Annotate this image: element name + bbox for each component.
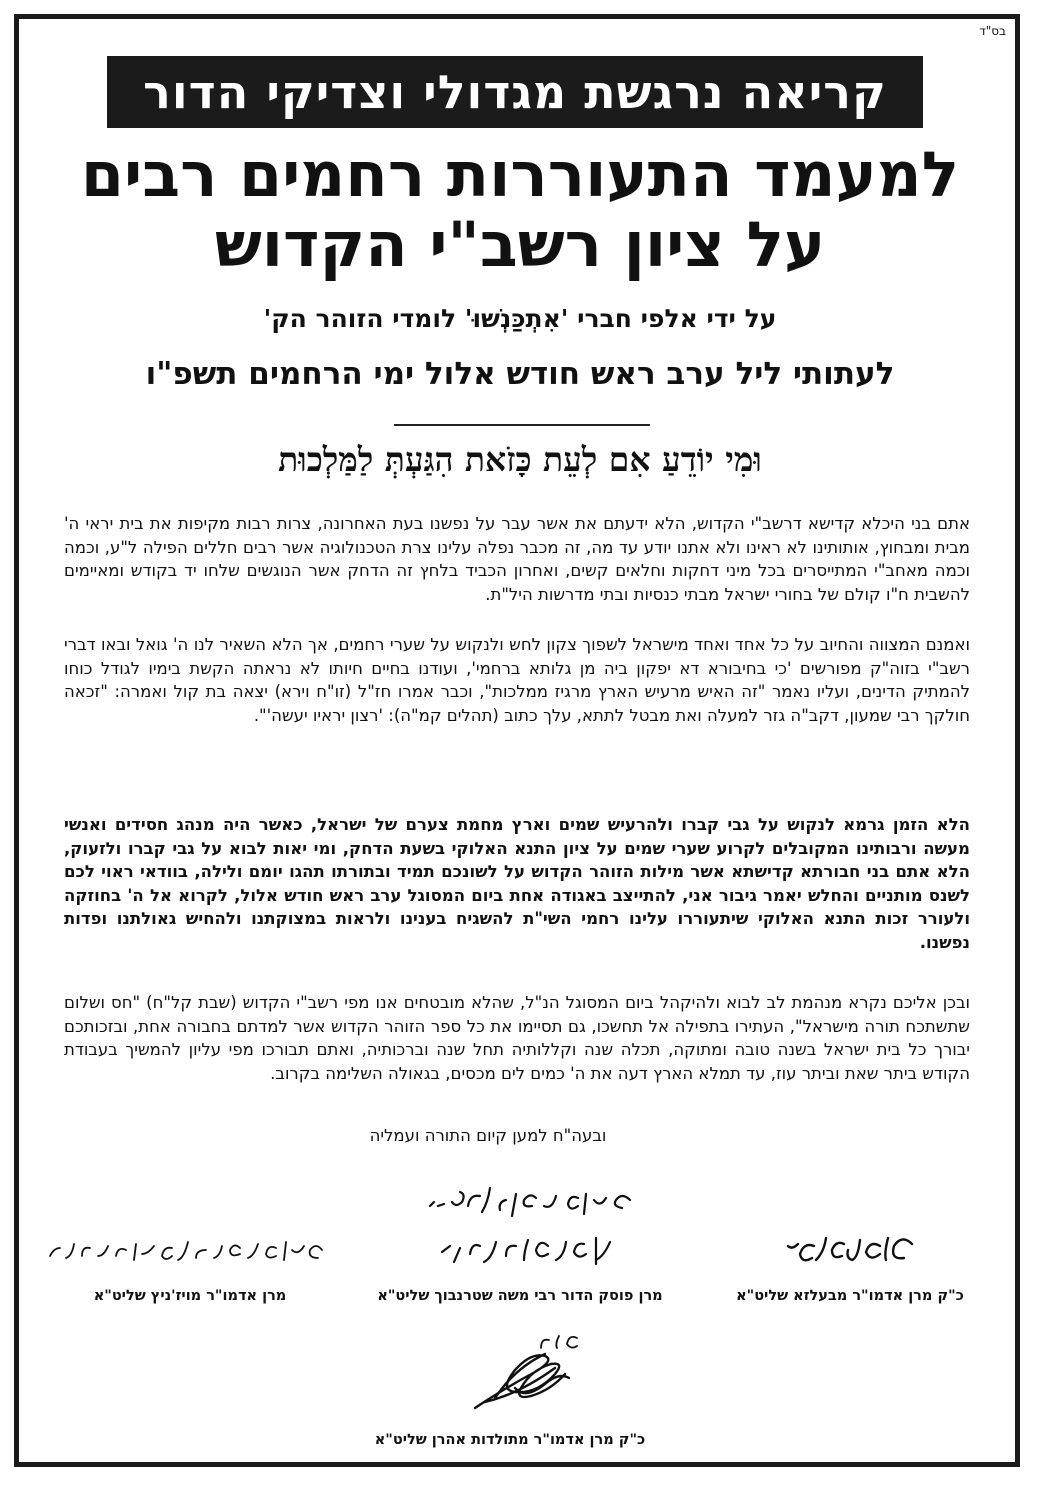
subtitle-date: לעתותי ליל ערב ראש חודש אלול ימי הרחמים תשפ"ו — [145, 356, 895, 392]
body-paragraph — [64, 633, 970, 727]
closing-line: ובעה"ח למען קיום התורה ועמליה — [369, 1126, 607, 1145]
paragraph-text: הלא הזמן גרמא לנקוש על גבי קברו ולהרעיש שמים וארץ מחמת צערם של ישראל, כאשר היה מנהג חסידים ואנשי מעשה ורבותינו המקובלים לקרוע שערי שמים על ציון התנא האלוקי בשעת הדחק, ומי יאות לבוא על גבי קברו ולזעוק, הלא אתם בני חבורתא קדישתא אשר מילות הזוהר הקדוש על לשונכם תמיד ובתורתו תהגו יומם ולילה, בוודאי ראוי לכם לשנס מותניים והחלש יאמר גיבור אני, להתייצב באגודה אחת ביום המסוגל ערב ראש חודש אלול, לקרוא אל ה' בחוזקה ולעורר זכות התנא האלוקי שיתעוררו עלינו רחמי השי"ת להשגיח בענינו ולראות במצוקתנו ולהחיש גאולתנו ופדות נפשנו. — [64, 815, 970, 952]
main-title-line-2: על ציון רשב"י הקדוש — [214, 208, 826, 281]
header-banner — [107, 56, 923, 128]
signature-caption-vizhnitz: מרן אדמו"ר מויז'ניץ שליט"א — [93, 1288, 287, 1304]
main-title-line-1: למעמד התעוררות רחמים רבים — [80, 138, 960, 211]
signature-sternbuch — [430, 1228, 620, 1283]
signature-toldos-aharon — [455, 1328, 595, 1418]
banner-text: קריאה נרגשת מגדולי וצדיקי הדור — [143, 65, 887, 119]
signature-caption-sternbuch: מרן פוסק הדור רבי משה שטרנבוך שליט"א — [377, 1288, 663, 1304]
paragraph-text: אתם בני היכלא קדישא דרשב"י הקדוש, הלא ידעתם את אשר עבר על נפשנו בעת האחרונה, צרות רבות מקיפות את בית יראי ה' מבית ומבחוץ, אותותינו לא ראינו ולא אתנו יודע עד מה, זה מכבר נפלה עלינו צרת הטכנולוגיה אשר רבים חללים הפילה ל"ע, וכמה וכמה מאחב"י המתייסרים בכל מיני דחקות וחלאים קשים, ואחרון הכביד בלחץ זה הדחק אשר הנוגשים שלחו יד בקודש ומאיימים להשבית ח"ו קולם של בחורי ישראל מבתי כנסיות ובתי מדרשות היל"ת. — [64, 514, 970, 604]
signature-caption-belz: כ"ק מרן אדמו"ר מבעלזא שליט"א — [736, 1288, 964, 1304]
signature-vizhnitz — [40, 1232, 330, 1272]
body-paragraph — [64, 991, 970, 1085]
body-paragraph — [64, 512, 970, 606]
subtitle-organizers: על ידי אלפי חברי 'אִתְכַּנְשׁוּ' לומדי הזוהר הק' — [263, 304, 777, 333]
paragraph-text: ואמנם המצווה והחיוב על כל אחד ואחד מישראל לשפוך צקון לחש ולנקוש על שערי רחמים, אך הלא השאיר לנו ה' גואל ובאו דברי רשב"י בזוה"ק מפורשים 'כי בחיבורא דא יפקון ביה מן גלותא ברחמי', ועודנו בחיים חיותו לא נראתה הקשת בימיו לגודל כוחו להמתיק הדינים, ועליו נאמר "זה האיש מרעיש הארץ מרגיז ממלכות", וכבר אמרו חז"ל (זו"ח וירא) יצאה בת קול ואמרה: "זכאה חולקך רבי שמעון, דקב"ה גזר למעלה ואת מבטל לתתא, עלך כתוב (תהלים קמ"ה): 'רצון יראיו יעשה'". — [64, 635, 970, 725]
signature-sternbuch-top — [410, 1180, 640, 1230]
verse-heading: וּמִי יוֹדֵעַ אִם לְעֵת כָּזֹאת הִגַּעְתְּ לַמַּלְכוּת — [278, 440, 762, 479]
signature-belz — [780, 1226, 920, 1281]
paragraph-text: ובכן אליכם נקרא מנהמת לב לבוא ולהיקהל ביום המסוגל הנ"ל, שהלא מובטחים אנו מפי רשב"י הקדוש (שבת קל"ח) "חס ושלום שתשתכח תורה מישראל", העתירו בתפילה אל תחשכו, גם תסיימו את כל ספר הזוהר הקדוש אשר למדתם בחבורה אחת, ובזכותכם יבורך כל בית ישראל בשנה טובה ומתוקה, תכלה שנה וקללותיה תחל שנה וברכותיה, ואתם תבורכו מפי עליון להמשיך בעבודת הקודש ביתר שאת וביתר עוז, עד תמלא הארץ דעה את ה' כמים לים מכסים, בגאולה השלימה בקרוב. — [64, 993, 970, 1083]
divider-line — [394, 424, 650, 426]
signature-caption-toldos-aharon: כ"ק מרן אדמו"ר מתולדות אהרן שליט"א — [374, 1432, 646, 1448]
bsd-mark: בס"ד — [979, 24, 1006, 38]
body-paragraph-bold — [64, 813, 970, 954]
